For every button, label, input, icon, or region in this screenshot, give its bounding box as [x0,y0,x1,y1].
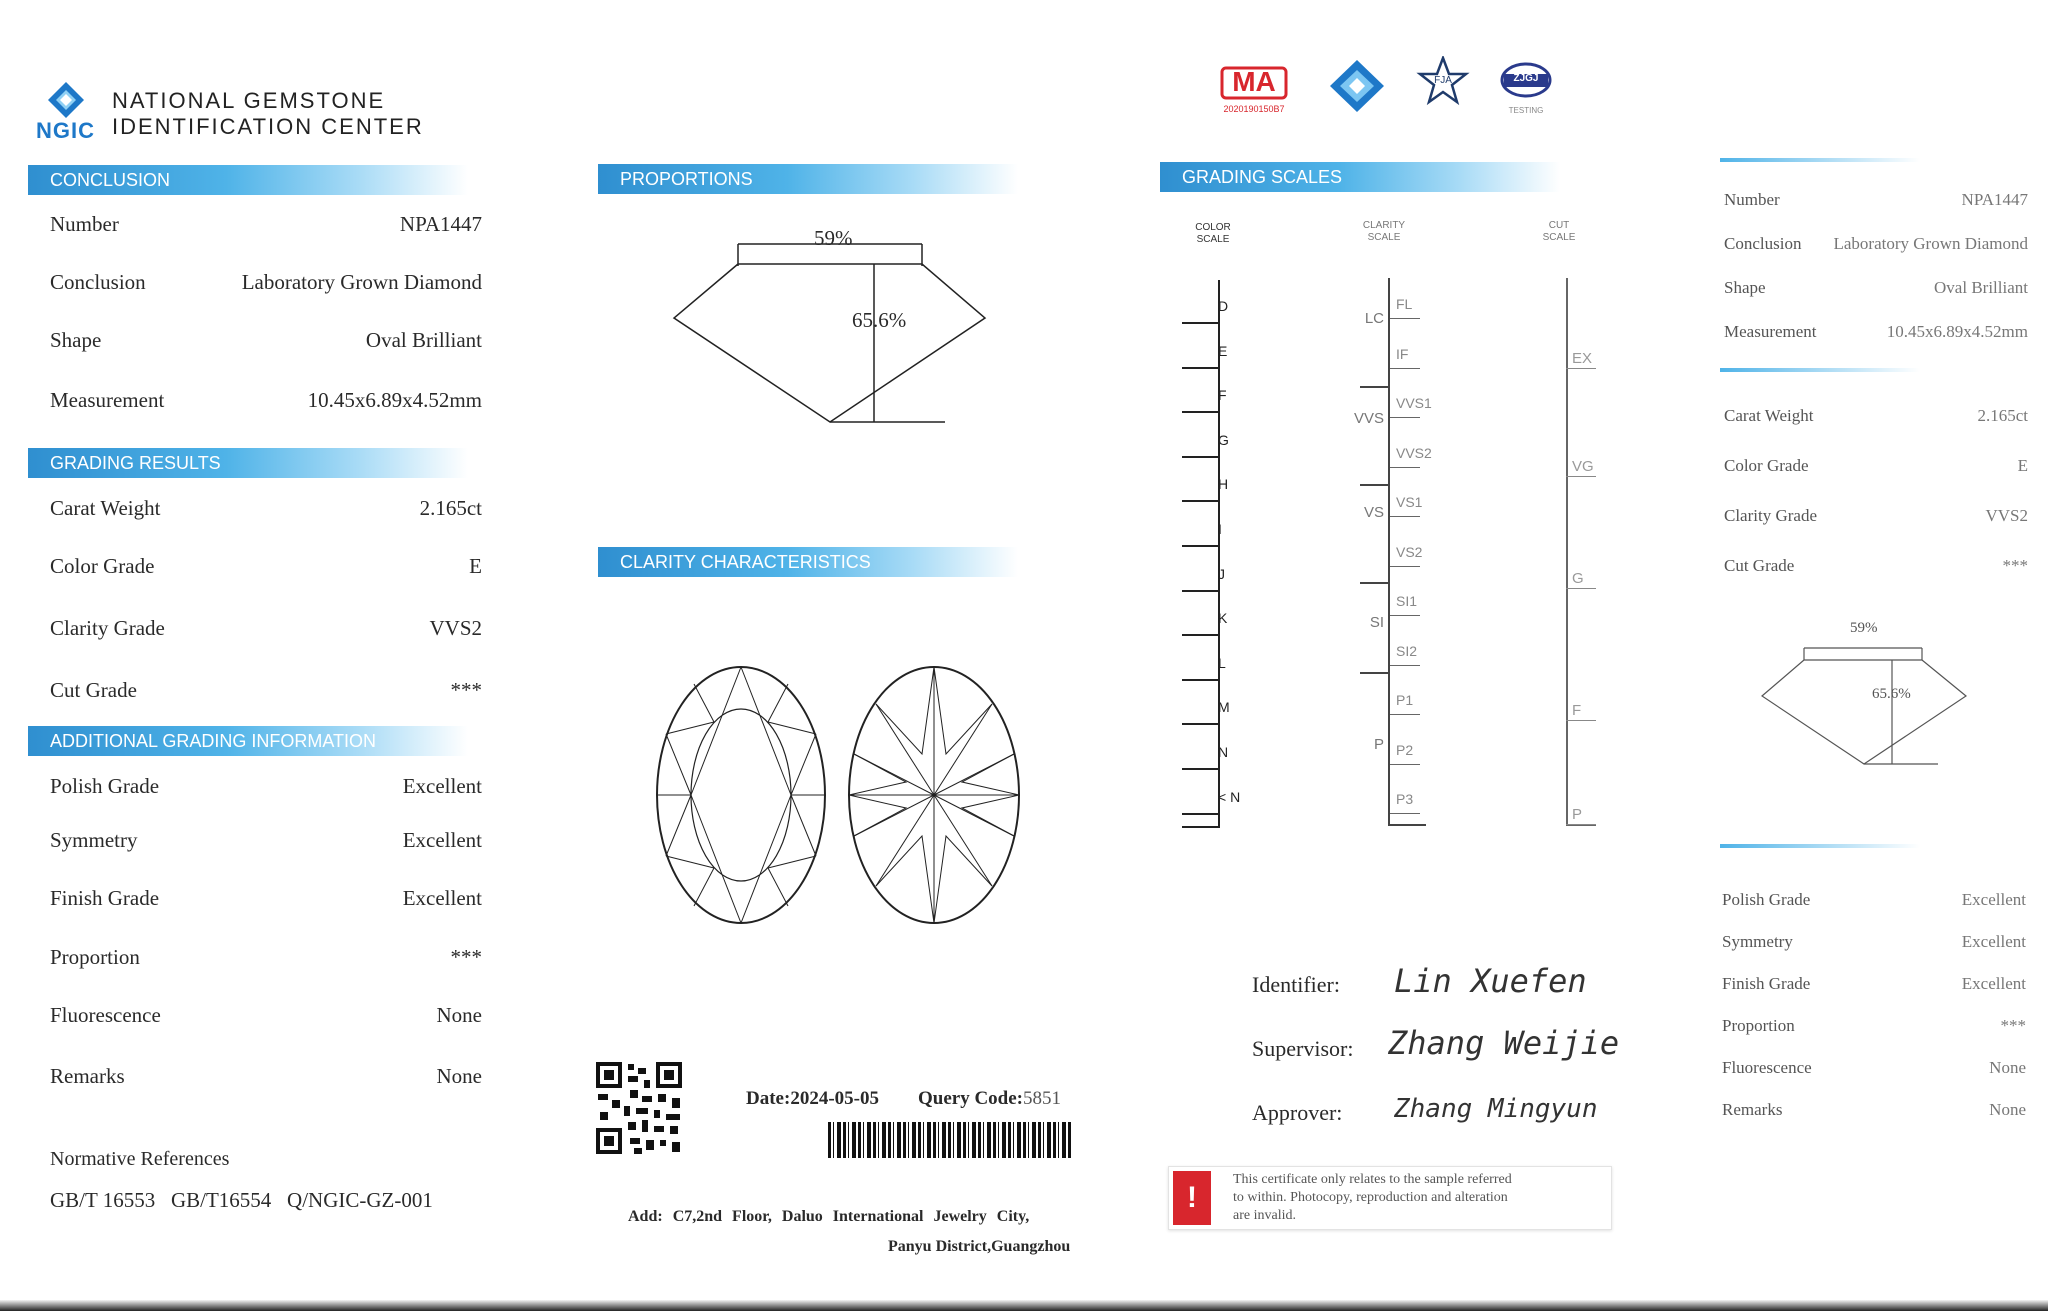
row-value: Excellent [402,774,482,798]
warning-icon: ! [1173,1171,1211,1225]
clarity-tick [1390,714,1420,715]
summary-row-value: *** [2000,1016,2026,1035]
qr-code[interactable] [594,1060,684,1156]
address-label: Add: [628,1208,663,1225]
row-value: Excellent [402,886,482,910]
row-label: Conclusion [50,270,146,294]
summary-row-value: E [2017,456,2028,475]
clarity-tick [1390,615,1420,616]
clarity-grade-label: VS1 [1396,494,1423,510]
clarity-group-divider [1360,386,1388,388]
address-text: C7,2nd Floor, Daluo International Jewelry City, [672,1208,1030,1225]
cut-grade-label: F [1572,702,1582,719]
summary-row [1722,932,2026,956]
row-value: *** [450,678,482,702]
summary-row-label: Carat Weight [1724,406,1814,425]
color-grade-label: G [1218,431,1229,448]
summary-row [1722,1100,2026,1124]
clarity-grade-label: P1 [1396,692,1414,708]
row-label: Symmetry [50,828,138,852]
color-tick [1182,679,1220,681]
summary-band-mid [1720,368,1920,372]
row-value: 2.165ct [419,496,482,520]
clarity-grade-label: VS2 [1396,543,1423,560]
clarity-scale-title-1: CLARITY [1362,220,1406,231]
cma-text: MA [1232,66,1276,97]
table-percent: 59% [814,226,853,250]
row-label: Carat Weight [50,496,161,520]
cut-tick [1566,368,1596,369]
color-grade-label: D [1218,298,1229,314]
color-grade-label: F [1218,387,1227,404]
clarity-tick [1390,417,1420,418]
summary-row-label: Measurement [1724,322,1817,341]
clarity-scale-title [1354,220,1414,244]
clarity-tick [1390,566,1420,567]
diamond-icon [1326,58,1388,116]
color-grade-label: < N [1218,788,1241,805]
row-label: Shape [50,328,102,352]
cut-grade-label: G [1572,570,1584,587]
address-line2: Panyu District,Guangzhou [888,1238,1071,1255]
clarity-grade-label: P3 [1396,791,1414,807]
color-grade-label: E [1218,342,1228,359]
summary-row [1724,506,2028,530]
color-scale [1180,290,1260,830]
summary-section-identity [1724,190,2028,350]
clarity-group-divider [1360,582,1388,584]
color-grade-label: I [1218,521,1222,537]
cut-scale-title-1: CUT [1548,220,1570,231]
cut-scale [1560,290,1620,830]
clarity-group-label: SI [1369,614,1384,631]
cma-logo [1218,64,1290,120]
summary-row-label: Finish Grade [1722,974,1811,993]
cut-grade-label: EX [1572,350,1593,367]
notice-line1: This certificate only relates to the sample referred [1233,1172,1512,1187]
summary-row-label: Symmetry [1722,932,1793,951]
date-value: 2024-05-05 [790,1088,879,1109]
summary-row [1724,322,2028,346]
summary-depth-percent: 65.6% [1872,686,1911,702]
clarity-grade-label: FL [1396,296,1413,312]
barcode [828,1122,1072,1158]
depth-percent: 65.6% [852,308,907,332]
clarity-scale [1350,290,1450,830]
summary-row-label: Color Grade [1724,456,1809,475]
clarity-grade-label: IF [1396,345,1409,362]
summary-row-value: NPA1447 [1961,190,2028,209]
summary-row-label: Cut Grade [1724,556,1795,575]
summary-row-label: Number [1724,190,1780,209]
color-tick [1182,768,1220,770]
row-label: Remarks [50,1064,125,1088]
summary-row-value: 10.45x6.89x4.52mm [1886,322,2028,341]
fja-logo [1416,56,1470,106]
cma-number: 2020190150B7 [1223,104,1285,114]
additional-info-band: ADDITIONAL GRADING INFORMATION [28,726,468,756]
clarity-grade-label: SI2 [1396,642,1418,659]
row-label: Polish Grade [50,774,160,798]
summary-section-additional [1722,890,2026,1130]
row-value: 10.45x6.89x4.52mm [307,388,482,412]
query-label: Query Code: [918,1088,1024,1109]
summary-row [1724,278,2028,302]
color-tick [1182,590,1220,592]
clarity-tick [1390,764,1420,765]
supervisor-signature: Zhang Weijie [1388,1024,1620,1062]
summary-section-grades [1724,406,2028,586]
cut-tick [1566,476,1596,477]
row-label: Fluorescence [50,1003,161,1027]
org-name-line2: IDENTIFICATION CENTER [112,114,424,139]
summary-row-value: VVS2 [1985,506,2028,525]
row-value: None [436,1003,482,1027]
color-tick [1182,813,1220,815]
cut-tick [1566,720,1596,721]
summary-row-value: Oval Brilliant [1934,278,2028,297]
row-value: None [436,1064,482,1088]
supervisor-label: Supervisor: [1252,1036,1354,1061]
summary-row-value: Excellent [1961,974,2026,993]
color-tick [1182,411,1220,413]
clarity-plot-pavilion [846,664,1022,926]
fja-text: FJA [1434,75,1452,86]
clarity-grade-label: SI1 [1396,593,1418,609]
summary-row-label: Clarity Grade [1724,506,1817,525]
color-tick [1182,545,1220,547]
row-value: Excellent [402,828,482,852]
color-grade-label: L [1218,654,1226,671]
summary-row-value: None [1989,1100,2026,1119]
normative-refs: GB/T 16553 GB/T16554 Q/NGIC-GZ-001 [50,1188,433,1212]
row-value: Laboratory Grown Diamond [241,270,482,294]
date-label: Date: [746,1088,791,1109]
proportions-band: PROPORTIONS [598,164,1018,194]
approver-signature: Zhang Mingyun [1394,1094,1598,1124]
summary-table-percent: 59% [1850,620,1878,636]
color-grade-label: N [1218,744,1229,760]
identifier-signature: Lin Xuefen [1394,962,1587,1000]
color-grade-label: H [1218,476,1229,493]
row-value: VVS2 [429,616,482,640]
row-label: Color Grade [50,554,155,578]
row-value: NPA1447 [399,212,482,236]
conclusion-band: CONCLUSION [28,165,468,195]
clarity-tick [1390,368,1420,369]
notice-text [1233,1171,1512,1225]
cut-tick [1566,824,1596,825]
row-label: Number [50,212,119,236]
date-line [746,1088,879,1110]
row-label: Finish Grade [50,886,160,910]
cut-scale-title-2: SCALE [1542,232,1576,243]
zjgj-text: ZJGJ [1513,73,1539,84]
color-tick [1182,367,1220,369]
row-label: Measurement [50,388,165,412]
cut-scale-title [1534,220,1584,244]
notice-line2: to within. Photocopy, reproduction and alteration [1233,1190,1508,1205]
clarity-tick [1390,467,1420,468]
cut-grade-label: P [1572,806,1583,823]
color-tick [1182,500,1220,502]
color-tick [1182,456,1220,458]
clarity-plot-crown [654,664,828,926]
notice-line3: are invalid. [1233,1208,1296,1223]
grading-scales-band: GRADING SCALES [1160,162,1560,192]
zjgj-sub: TESTING [1508,106,1544,115]
summary-row-label: Shape [1724,278,1766,297]
clarity-group-label: LC [1364,310,1384,327]
row-value: E [469,554,482,578]
summary-band-bottom [1720,844,1920,848]
row-label: Cut Grade [50,678,137,702]
clarity-grade-label: P2 [1396,741,1414,758]
color-tick [1182,322,1220,324]
summary-band-top [1720,158,1920,162]
row-label: Proportion [50,945,140,969]
clarity-group-label: P [1373,736,1384,753]
proportion-diagram [660,230,1000,430]
summary-row [1722,1058,2026,1082]
summary-row [1724,190,2028,214]
clarity-characteristics-band: CLARITY CHARACTERISTICS [598,547,1018,577]
cut-tick [1566,588,1596,589]
summary-row-label: Conclusion [1724,234,1802,253]
clarity-tick [1390,516,1420,517]
summary-row-value: Laboratory Grown Diamond [1833,234,2028,253]
clarity-grade-label: VVS1 [1396,395,1432,411]
page-bottom-edge [0,1300,2048,1311]
clarity-group-label: VVS [1353,410,1384,427]
summary-row [1722,1016,2026,1040]
summary-proportion-diagram [1756,640,1970,770]
approver-label: Approver: [1252,1100,1343,1125]
summary-row-value: Excellent [1961,890,2026,909]
color-scale-title-2: SCALE [1196,234,1230,245]
grading-results-band: GRADING RESULTS [28,448,468,478]
summary-row [1722,974,2026,998]
summary-row-label: Remarks [1722,1100,1783,1119]
summary-row-label: Fluorescence [1722,1058,1812,1077]
summary-row-label: Polish Grade [1722,890,1811,909]
identifier-label: Identifier: [1252,972,1340,997]
zjgj-logo [1494,60,1558,118]
summary-row [1724,556,2028,580]
ngic-logo-text: NGIC [36,118,95,143]
cut-grade-label: VG [1572,458,1594,475]
query-value: 5851 [1023,1088,1062,1109]
clarity-tick [1390,665,1420,666]
summary-row-value: None [1989,1058,2026,1077]
query-line [918,1088,1061,1110]
normative-title: Normative References [50,1148,230,1170]
row-label: Clarity Grade [50,616,165,640]
summary-row [1722,890,2026,914]
color-tick [1182,723,1220,725]
summary-row [1724,456,2028,480]
color-tick [1182,634,1220,636]
color-grade-label: M [1218,699,1230,716]
summary-row [1724,406,2028,430]
color-grade-label: J [1218,565,1225,582]
color-scale-title-1: COLOR [1195,222,1231,233]
center-diamond-logo [1326,58,1388,116]
row-value: *** [450,945,482,969]
summary-row-value: *** [2002,556,2028,575]
clarity-group-divider [1360,672,1388,674]
summary-row [1724,234,2028,258]
address-line1 [628,1208,1029,1226]
clarity-scale-title-2: SCALE [1367,232,1401,243]
color-grade-label: K [1218,610,1228,627]
validity-notice [1168,1166,1612,1230]
color-scale-title [1188,222,1238,246]
clarity-group-label: VS [1363,504,1384,521]
summary-row-value: Excellent [1961,932,2026,951]
row-value: Oval Brilliant [365,328,482,352]
summary-row-value: 2.165ct [1977,406,2028,425]
clarity-tick [1390,813,1420,814]
summary-row-label: Proportion [1722,1016,1795,1035]
clarity-tick [1390,318,1420,319]
clarity-group-divider [1360,484,1388,486]
clarity-grade-label: VVS2 [1396,444,1432,461]
org-name-line1: NATIONAL GEMSTONE [112,88,386,113]
